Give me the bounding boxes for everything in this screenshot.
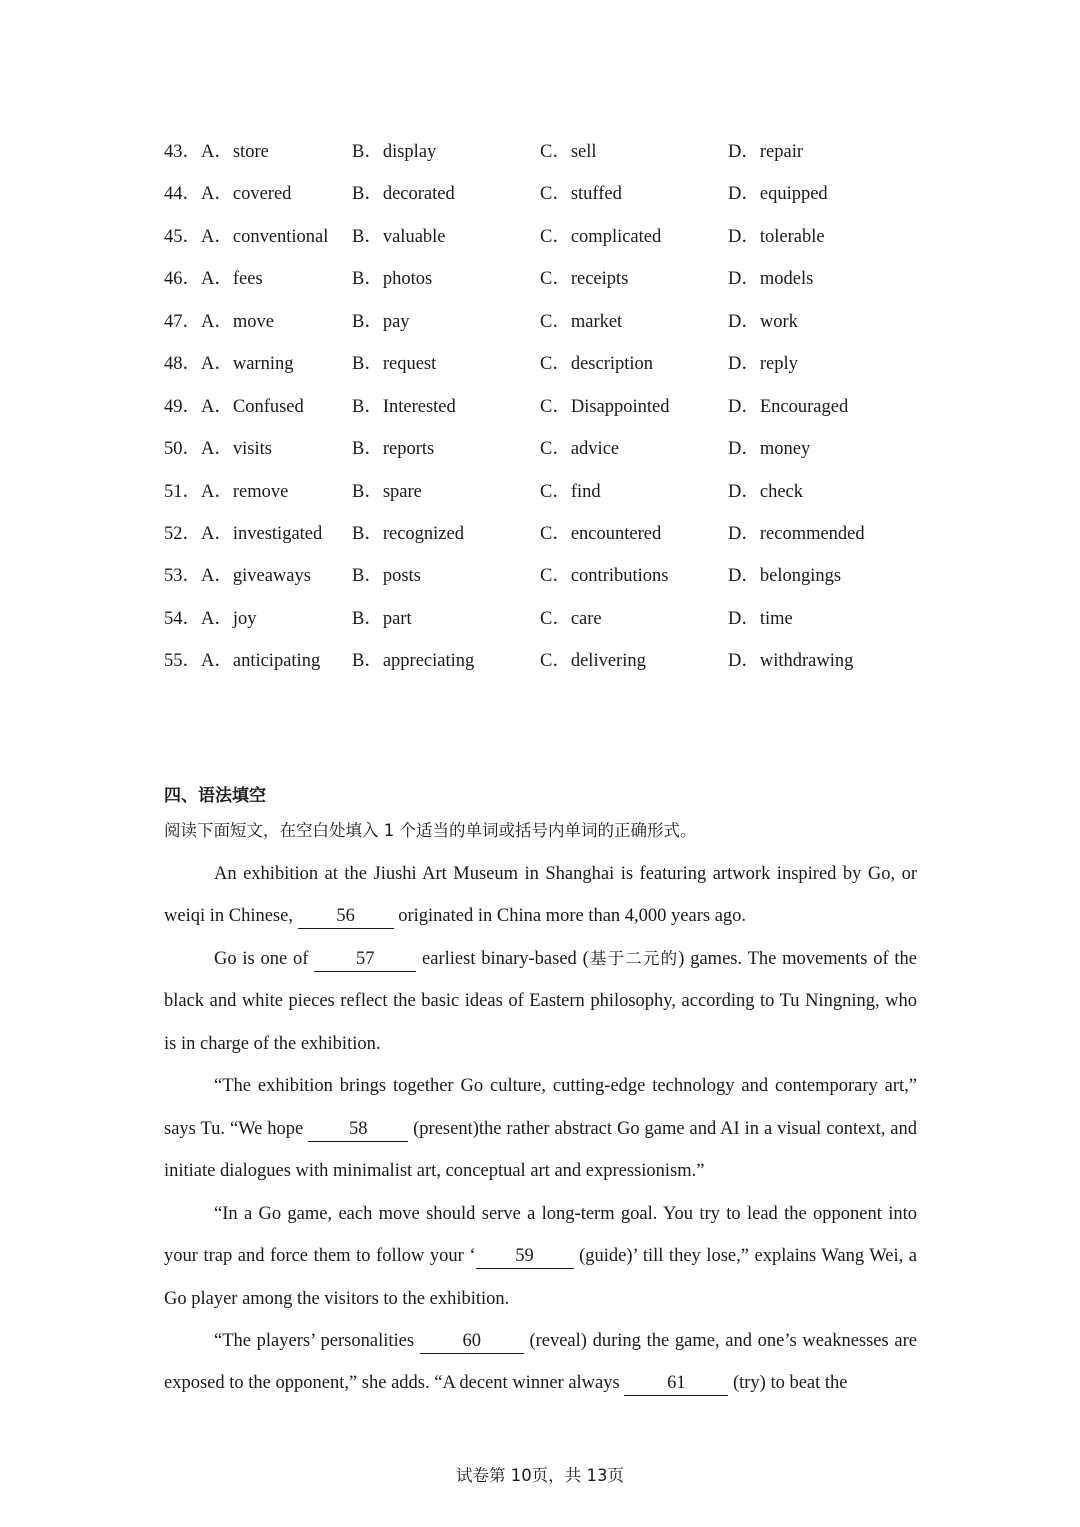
passage-paragraph	[164, 1193, 917, 1320]
question-row	[164, 216, 924, 258]
option-d: D．work	[728, 311, 798, 332]
option-c: C．advice	[540, 439, 620, 460]
option-c: C．market	[540, 311, 623, 332]
page-footer: 试卷第 10页，共 13页	[456, 1466, 624, 1485]
question-number: 45．	[164, 226, 202, 247]
option-d: D．tolerable	[728, 226, 825, 247]
option-d: D．Encouraged	[728, 396, 849, 417]
option-a: A．anticipating	[201, 651, 321, 672]
option-c: C．receipts	[540, 269, 629, 290]
option-d: D．belongings	[728, 566, 842, 587]
question-row	[164, 640, 924, 682]
options-list	[164, 131, 924, 683]
question-row	[164, 513, 924, 555]
option-d: D．money	[728, 439, 811, 460]
question-number: 48．	[164, 354, 202, 375]
option-c: C．encountered	[540, 523, 662, 544]
option-c: C．care	[540, 608, 602, 629]
question-row	[164, 428, 924, 470]
option-d: D．recommended	[728, 523, 865, 544]
option-d: D．check	[728, 481, 803, 502]
option-a: A．conventional	[201, 226, 329, 247]
option-b: B．request	[352, 354, 437, 375]
option-a: A．Confused	[201, 396, 304, 417]
question-number: 53．	[164, 566, 202, 587]
passage-text: (reveal) during the game, and one’s weaknesses are exposed to the opponent,” she adds. “A decent winner always	[164, 1330, 917, 1394]
question-number: 44．	[164, 184, 202, 205]
question-number: 49．	[164, 396, 202, 417]
option-d: D．repair	[728, 142, 803, 162]
blank-60: 60	[420, 1329, 524, 1354]
option-d: D．time	[728, 608, 793, 629]
passage-text: “In a Go game, each move should serve a long-term goal. You try to lead the opponent into your trap and force them to follow your ‘	[164, 1203, 917, 1267]
passage-text: (guide)’ till they lose,” explains Wang Wei, a Go player among the visitors to the exhibition.	[164, 1246, 917, 1309]
option-d: D．withdrawing	[728, 651, 854, 672]
option-a: A．visits	[201, 439, 272, 460]
passage	[164, 853, 917, 1405]
question-row	[164, 343, 924, 385]
blank-61: 61	[624, 1371, 728, 1396]
passage-paragraph	[164, 1320, 917, 1405]
option-b: B．Interested	[352, 396, 456, 417]
option-a: A．move	[201, 311, 274, 332]
option-b: B．spare	[352, 481, 422, 502]
option-c: C．Disappointed	[540, 396, 670, 417]
question-number: 47．	[164, 311, 202, 332]
passage-paragraph	[164, 938, 917, 1065]
passage-text: ) games. The movements of the black and white pieces reflect the basic ideas of Eastern philosophy, according to Tu Ningning, who is in charge of the exhibition.	[164, 948, 918, 1054]
option-b: B．pay	[352, 311, 410, 332]
question-number: 51．	[164, 481, 202, 502]
option-a: A．covered	[201, 184, 292, 205]
question-row	[164, 131, 924, 173]
question-number: 50．	[164, 439, 202, 460]
chinese-gloss: 基于二元的	[588, 948, 679, 968]
question-row	[164, 598, 924, 640]
option-a: A．store	[201, 142, 269, 162]
question-row	[164, 173, 924, 215]
question-row	[164, 258, 924, 300]
option-c: C．delivering	[540, 651, 646, 672]
passage-text: originated in China more than 4,000 years ago.	[393, 906, 747, 927]
option-c: C．description	[540, 354, 654, 375]
option-b: B．posts	[352, 566, 421, 587]
option-b: B．decorated	[352, 184, 455, 205]
option-a: A．warning	[201, 354, 294, 375]
question-row	[164, 386, 924, 428]
section-title: 四、语法填空	[164, 786, 266, 806]
question-number: 54．	[164, 608, 202, 629]
option-a: A．fees	[201, 269, 263, 290]
passage-text: “The exhibition brings together Go culture, cutting-edge technology and contemporary art,” says Tu. “We hope	[164, 1076, 917, 1139]
option-c: C．contributions	[540, 566, 669, 587]
blank-57: 57	[314, 947, 416, 972]
option-b: B．valuable	[352, 226, 446, 247]
option-a: A．remove	[201, 481, 289, 502]
passage-text: “The players’ personalities	[214, 1330, 420, 1351]
blank-59: 59	[476, 1244, 574, 1269]
option-a: A．joy	[201, 608, 257, 629]
passage-text: earliest binary-based (	[416, 948, 589, 969]
question-number: 55．	[164, 651, 202, 672]
option-b: B．reports	[352, 439, 435, 460]
passage-text: (present)the rather abstract Go game and AI in a visual context, and initiate dialogues with minimalist art, conceptual art and expressionism.”	[164, 1118, 918, 1182]
option-b: B．display	[352, 142, 437, 162]
question-row	[164, 555, 924, 597]
passage-paragraph	[164, 853, 917, 938]
passage-text: (try) to beat the	[728, 1373, 848, 1394]
passage-text: An exhibition at the Jiushi Art Museum in Shanghai is featuring artwork inspired by Go, or weiqi in Chinese,	[164, 864, 917, 927]
option-b: B．photos	[352, 269, 433, 290]
question-number: 46．	[164, 269, 202, 290]
passage-paragraph	[164, 1065, 917, 1192]
option-b: B．part	[352, 608, 412, 629]
option-d: D．reply	[728, 354, 798, 375]
question-row	[164, 471, 924, 513]
option-c: C．stuffed	[540, 184, 622, 205]
option-b: B．recognized	[352, 523, 464, 544]
question-row	[164, 301, 924, 343]
option-c: C．complicated	[540, 226, 662, 247]
passage-text: Go is one of	[214, 948, 315, 969]
option-d: D．models	[728, 269, 814, 290]
question-number: 43．	[164, 142, 202, 162]
option-c: C．sell	[540, 142, 597, 162]
option-b: B．appreciating	[352, 651, 475, 672]
question-number: 52．	[164, 523, 202, 544]
option-d: D．equipped	[728, 184, 828, 205]
option-a: A．investigated	[201, 523, 323, 544]
blank-56: 56	[298, 904, 394, 929]
option-c: C．find	[540, 481, 601, 502]
section-instruction: 阅读下面短文，在空白处填入 1 个适当的单词或括号内单词的正确形式。	[164, 821, 697, 840]
option-a: A．giveaways	[201, 566, 311, 587]
blank-58: 58	[308, 1117, 408, 1142]
